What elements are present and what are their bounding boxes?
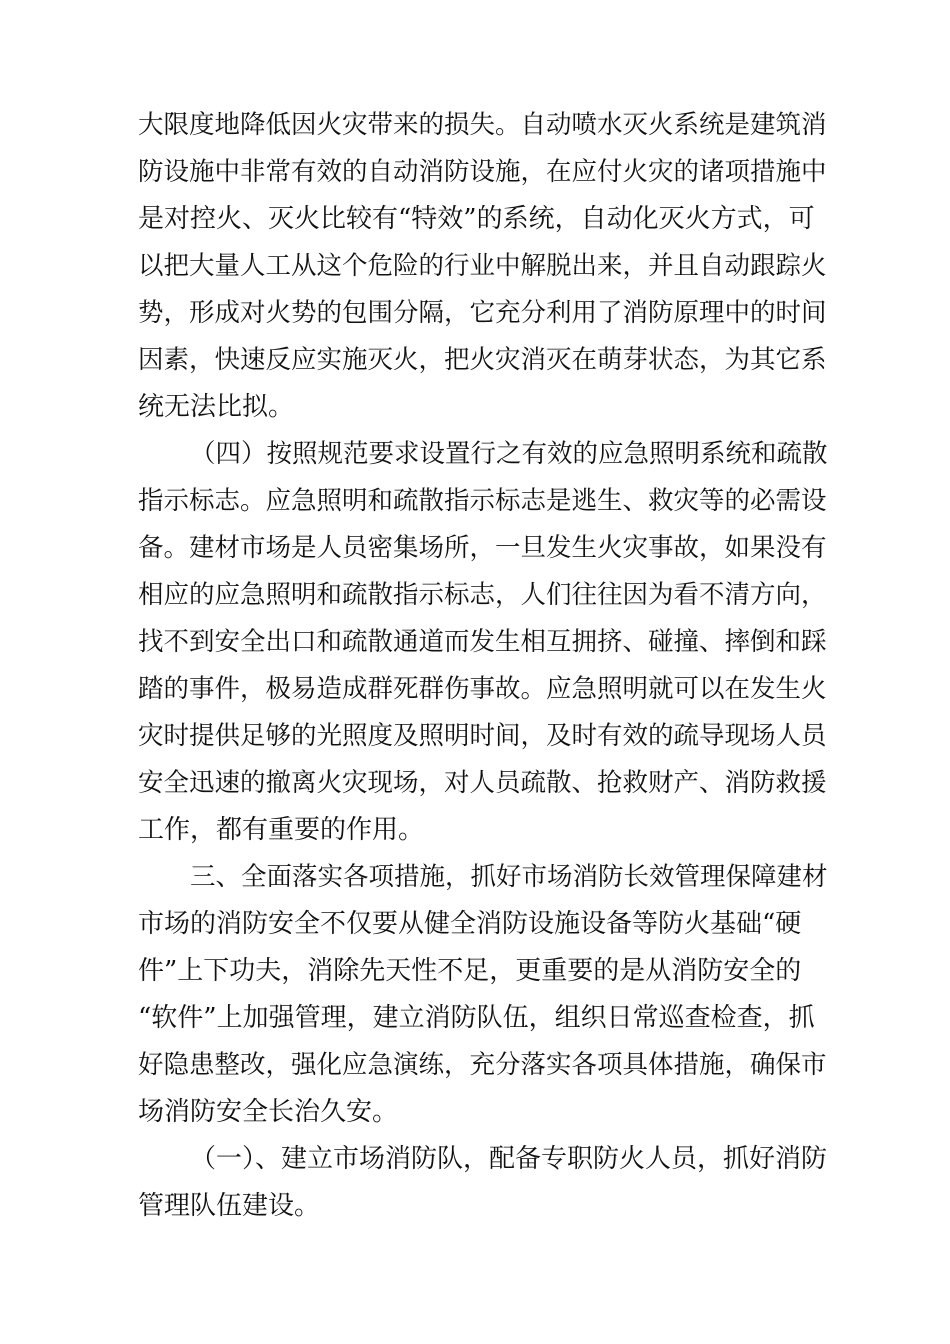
text-line: 场消防安全长治久安。: [138, 1097, 399, 1127]
text-line: 找不到安全出口和疏散通道而发生相互拥挤、碰撞、摔倒和踩: [138, 627, 827, 657]
text-line: 管理队伍建设。: [138, 1191, 321, 1221]
text-line: 指示标志。应急照明和疏散指示标志是逃生、救灾等的必需设: [138, 486, 827, 516]
text-line: 是对控火、灭火比较有“特效”的系统，自动化灭火方式，可: [138, 204, 815, 234]
text-line: “软件”上加强管理，建立消防队伍，组织日常巡查检查，抓: [138, 1003, 815, 1033]
text-line: 安全迅速的撤离火灾现场，对人员疏散、抢救财产、消防救援: [138, 768, 827, 798]
text-line: 势，形成对火势的包围分隔，它充分利用了消防原理中的时间: [138, 298, 827, 328]
text-line: 三、全面落实各项措施，抓好市场消防长效管理保障建材: [190, 862, 828, 892]
text-line: （一）、建立市场消防队，配备专职防火人员，抓好消防: [190, 1144, 828, 1174]
text-line: 以把大量人工从这个危险的行业中解脱出来，并且自动跟踪火: [138, 251, 827, 281]
text-line: （四）按照规范要求设置行之有效的应急照明系统和疏散: [190, 439, 828, 469]
text-line: 统无法比拟。: [138, 392, 295, 422]
text-line: 工作，都有重要的作用。: [138, 815, 425, 845]
text-line: 踏的事件，极易造成群死群伤事故。应急照明就可以在发生火: [138, 674, 827, 704]
text-line: 灾时提供足够的光照度及照明时间，及时有效的疏导现场人员: [138, 721, 827, 751]
text-line: 市场的消防安全不仅要从健全消防设施设备等防火基础“硬: [138, 909, 802, 939]
text-line: 因素，快速反应实施灭火，把火灾消灭在萌芽状态，为其它系: [138, 345, 827, 375]
text-line: 好隐患整改，强化应急演练，充分落实各项具体措施，确保市: [138, 1050, 827, 1080]
text-line: 防设施中非常有效的自动消防设施，在应付火灾的诸项措施中: [138, 157, 827, 187]
text-line: 相应的应急照明和疏散指示标志，人们往往因为看不清方向，: [138, 580, 827, 610]
text-line: 件”上下功夫，消除先天性不足，更重要的是从消防安全的: [138, 956, 802, 986]
text-line: 备。建材市场是人员密集场所，一旦发生火灾事故，如果没有: [138, 533, 827, 563]
text-line: 大限度地降低因火灾带来的损失。自动喷水灭火系统是建筑消: [138, 110, 827, 140]
